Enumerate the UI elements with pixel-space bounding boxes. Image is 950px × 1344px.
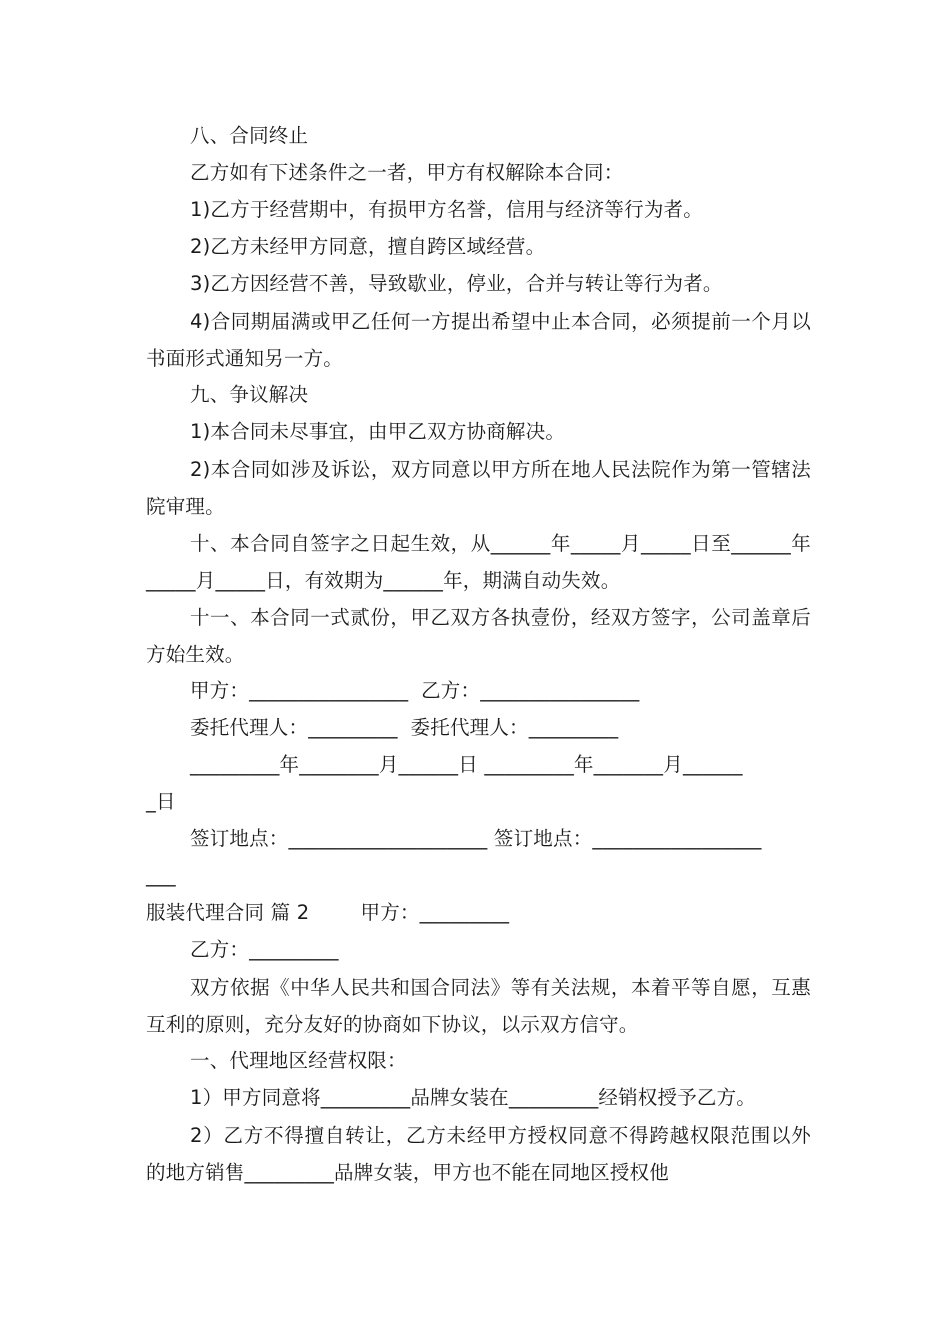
section9-heading: 九、争议解决 — [190, 383, 309, 406]
signature-agents: 委托代理人：_________ 委托代理人：_________ — [190, 716, 619, 739]
signing-place-continued: ___ — [146, 864, 176, 887]
section8-item-4: 4)合同期届满或甲乙任何一方提出希望中止本合同，必须提前一个月以书面形式通知另一方。 — [146, 310, 811, 370]
section8-item-3: 3)乙方因经营不善，导致歇业，停业，合并与转让等行为者。 — [190, 272, 723, 295]
contract2-section1-item-2: 2）乙方不得擅自转让，乙方未经甲方授权同意不得跨越权限范围以外的地方销售_________品牌女装，甲方也不能在同地区授权他 — [146, 1124, 811, 1184]
contract2-section1-heading: 一、代理地区经营权限： — [190, 1049, 407, 1072]
section9-item-2: 2)本合同如涉及诉讼，双方同意以甲方所在地人民法院作为第一管辖法院审理。 — [146, 458, 811, 518]
section8-item-1: 1)乙方于经营期中，有损甲方名誉，信用与经济等行为者。 — [190, 198, 703, 221]
section9-item-1: 1)本合同未尽事宜，由甲乙双方协商解决。 — [190, 420, 566, 443]
section11-copies: 十一、本合同一式贰份，甲乙双方各执壹份，经双方签字，公司盖章后方始生效。 — [146, 606, 811, 666]
contract2-title: 服装代理合同 篇 2 甲方：_________ — [146, 901, 510, 924]
contract2-party-b: 乙方：_________ — [190, 938, 339, 961]
signature-date: _________年________月______日 _________年_______月______ — [190, 753, 743, 776]
signature-parties: 甲方：________________ 乙方：________________ — [190, 679, 640, 702]
signature-date-continued: _日 — [146, 790, 176, 813]
section8-heading: 八、合同终止 — [190, 124, 309, 147]
contract2-preamble: 双方依据《中华人民共和国合同法》等有关法规，本着平等自愿，互惠互利的原则，充分友好的协商如下协议，以示双方信守。 — [146, 976, 811, 1036]
contract2-section1-item-1: 1）甲方同意将_________品牌女装在_________经销权授予乙方。 — [190, 1086, 757, 1109]
signing-place: 签订地点：____________________ 签订地点：_________________ — [190, 827, 762, 850]
section8-item-2: 2)乙方未经甲方同意，擅自跨区域经营。 — [190, 235, 546, 258]
section8-intro: 乙方如有下述条件之一者，甲方有权解除本合同： — [190, 161, 624, 184]
section10-validity: 十、本合同自签字之日起生效，从______年_____月_____日至______年_____月_____日，有效期为______年，期满自动失效。 — [146, 532, 811, 592]
